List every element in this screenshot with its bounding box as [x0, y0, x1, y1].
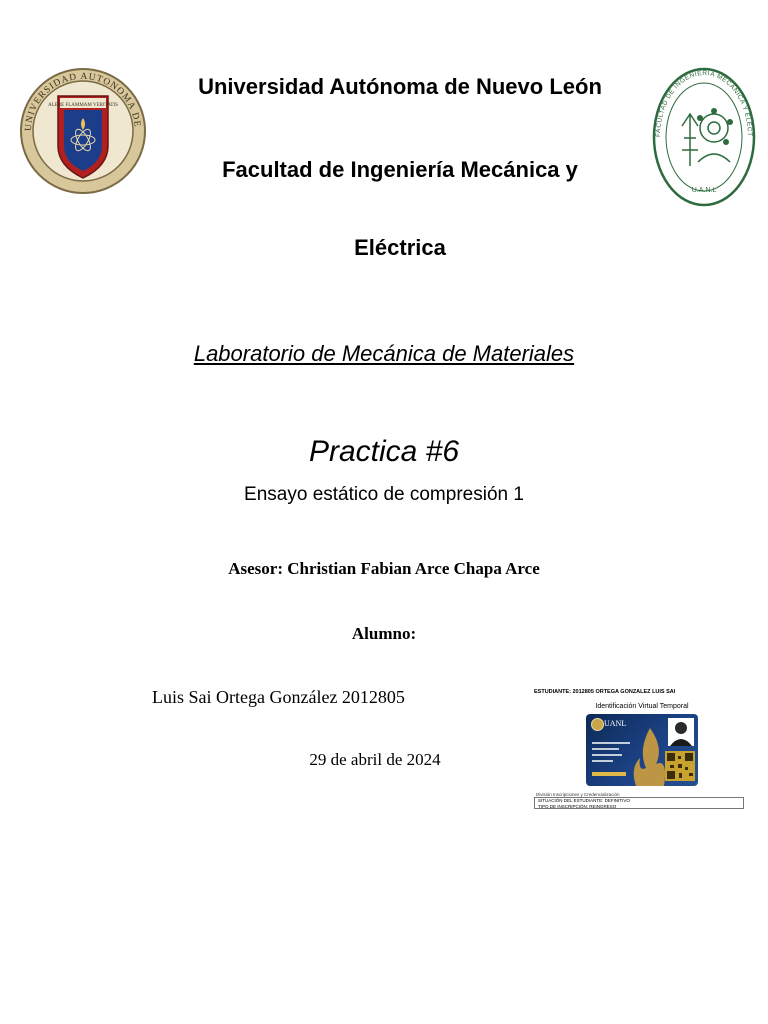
- practice-title: Practica #6: [308, 435, 460, 468]
- id-status-line2: TIPO DE INSCRIPCIÓN: REINGRESO: [538, 803, 617, 809]
- id-card-title: Identificación Virtual Temporal: [595, 703, 689, 710]
- uanl-crest-icon: [591, 718, 604, 731]
- id-status-line1: SITUACIÓN DEL ESTUDIANTE: DEFINITIVO: [538, 798, 630, 803]
- id-card-visual: [586, 714, 698, 786]
- student-label: Alumno:: [351, 624, 417, 643]
- right-seal-bottom: U.A.N.L: [691, 187, 717, 194]
- id-card-text-lines: [592, 742, 630, 766]
- id-division-line: División Inscripciones y Credencialización: [536, 792, 620, 797]
- student-photo-icon: [668, 718, 694, 746]
- faculty-title-line2: Eléctrica: [354, 235, 446, 260]
- id-status-box: [534, 797, 744, 809]
- uanl-seal-icon: [16, 66, 150, 196]
- university-title: Universidad Autónoma de Nuevo León: [198, 74, 602, 99]
- student-name: Luis Sai Ortega González 2012805: [152, 687, 405, 707]
- student-id-image: [528, 684, 748, 812]
- practice-subtitle: Ensayo estático de compresión 1: [244, 484, 524, 505]
- id-student-line: ESTUDIANTE: 2012805 ORTEGA GONZALEZ LUIS SAI: [534, 689, 676, 695]
- id-card-validity-bar: [592, 772, 626, 776]
- date-line: 29 de abril de 2024: [309, 750, 441, 769]
- lab-title: Laboratorio de Mecánica de Materiales: [193, 341, 575, 366]
- right-seal-text: FACULTAD DE INGENIERIA MECANICA Y ELECT: [654, 69, 754, 138]
- left-seal-text: UNIVERSIDAD AUTONOMA DE: [23, 71, 142, 132]
- advisor-line: Asesor: Christian Fabian Arce Chapa Arce: [228, 559, 540, 578]
- id-card-brand: UANL: [604, 719, 627, 728]
- left-seal-motto: ALERE FLAMMAM VERITATIS: [48, 103, 118, 108]
- qr-code-icon: [665, 751, 695, 781]
- faculty-title-line1: Facultad de Ingeniería Mecánica y: [222, 157, 578, 182]
- flame-icon: [630, 728, 670, 786]
- fime-seal-icon: [652, 66, 756, 208]
